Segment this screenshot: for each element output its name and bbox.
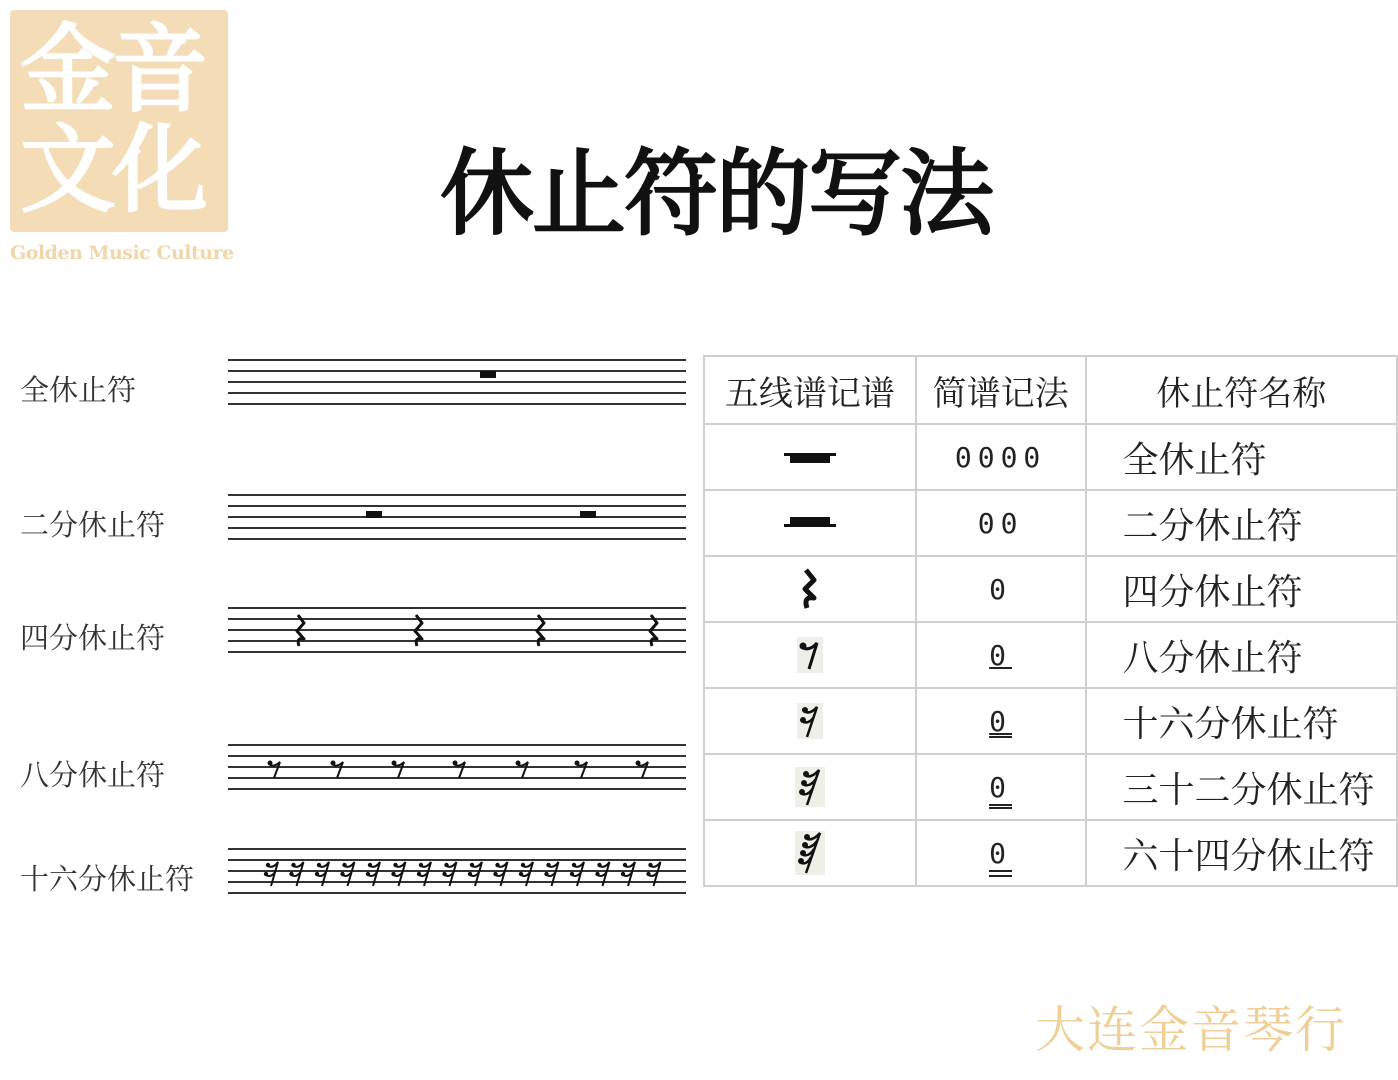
sixteenth-rest-dot (597, 863, 601, 867)
sixteenth-rest-dot (646, 872, 650, 876)
rest-name-cell: 二分休止符 (1086, 490, 1398, 556)
sixteenth-rest-dot (648, 863, 652, 867)
jianpu-cell: 0 (916, 556, 1086, 622)
sixteenth-rest-dot (291, 863, 295, 867)
jianpu-value: 0 (989, 771, 1012, 809)
eighth-rest-icon (795, 635, 825, 675)
sixteenth-rest-dot (519, 872, 523, 876)
quarter-rest-icon (795, 567, 825, 611)
sixteenth-rest-dot (266, 863, 270, 867)
jianpu-value: 0 (989, 837, 1012, 877)
sixteenth-rest-dot (315, 872, 319, 876)
sixteenth-rest-dot (470, 863, 474, 867)
rest-name-cell: 三十二分休止符 (1086, 754, 1398, 820)
sixteenth-rest-dot (572, 863, 576, 867)
sixteenth-rest-dot (623, 863, 627, 867)
staff-whole-rest (228, 355, 686, 411)
table-row (704, 688, 1397, 754)
half-rest-icon (580, 511, 596, 518)
staff-label-sixteenth: 十六分休止符 (20, 862, 195, 896)
table-row (704, 556, 1397, 622)
logo-text-line2: 文化 (20, 114, 204, 226)
sixteenth-rest-dot (468, 872, 472, 876)
footer-brand: 大连金音琴行 (1035, 1001, 1347, 1059)
jianpu-value: 0 (989, 638, 1013, 672)
table-row (704, 754, 1397, 820)
thirty-second-rest-icon (793, 765, 827, 809)
column-header-name: 休止符名称 (1086, 356, 1398, 424)
jianpu-value: 0 (989, 704, 1013, 738)
half-rest-icon (780, 508, 840, 538)
sixteenth-rest-icon (795, 701, 825, 741)
whole-rest-icon (480, 371, 496, 378)
jianpu-cell (916, 820, 1086, 886)
rest-name-cell: 全休止符 (1086, 424, 1398, 490)
staff-label-quarter: 四分休止符 (20, 621, 166, 655)
jianpu-cell (916, 754, 1086, 820)
rest-notation-table (703, 355, 1398, 887)
column-header-staff: 五线谱记谱 (704, 356, 916, 424)
staff-eighth-rest (228, 740, 686, 796)
sixty-fourth-rest-icon (793, 829, 827, 877)
jianpu-cell (916, 688, 1086, 754)
logo-subtitle: Golden Music Culture (10, 242, 234, 264)
sixteenth-rest-dot (419, 863, 423, 867)
table-header-row (704, 356, 1397, 424)
rest-name-cell: 十六分休止符 (1086, 688, 1398, 754)
logo-text-line1: 金音 (20, 14, 204, 126)
rest-name-cell: 八分休止符 (1086, 622, 1398, 688)
sixteenth-rest-dot (317, 863, 321, 867)
sixteenth-rest-dot (342, 863, 346, 867)
rest-name-cell: 四分休止符 (1086, 556, 1398, 622)
sixteenth-rest-dot (595, 872, 599, 876)
sixteenth-rest-dot (444, 863, 448, 867)
sixteenth-rest-dot (366, 872, 370, 876)
sixteenth-rest-dot (442, 872, 446, 876)
staff-label-half: 二分休止符 (20, 508, 166, 542)
staff-label-whole: 全休止符 (20, 373, 137, 407)
staff-quarter-rest (228, 603, 686, 659)
table-row (704, 424, 1397, 490)
table-row (704, 490, 1397, 556)
sixteenth-rest-dot (546, 863, 550, 867)
rest-name-cell: 六十四分休止符 (1086, 820, 1398, 886)
sixteenth-rest-dot (264, 872, 268, 876)
staff-half-rest (228, 490, 686, 546)
sixteenth-rest-dot (493, 872, 497, 876)
table-row (704, 622, 1397, 688)
jianpu-cell (916, 622, 1086, 688)
table-row (704, 820, 1397, 886)
jianpu-cell: 00 (916, 490, 1086, 556)
sixteenth-rest-dot (368, 863, 372, 867)
sixteenth-rest-dot (495, 863, 499, 867)
sixteenth-rest-dot (289, 872, 293, 876)
brand-logo (10, 10, 234, 264)
sixteenth-rest-dot (544, 872, 548, 876)
whole-rest-icon (780, 442, 840, 472)
half-rest-icon (366, 511, 382, 518)
sixteenth-rest-dot (570, 872, 574, 876)
column-header-jianpu: 简谱记法 (916, 356, 1086, 424)
sixteenth-rest-dot (417, 872, 421, 876)
jianpu-cell: 0000 (916, 424, 1086, 490)
sixteenth-rest-dot (521, 863, 525, 867)
page-title: 休止符的写法 (440, 140, 993, 249)
sixteenth-rest-dot (391, 872, 395, 876)
staff-sixteenth-rest (228, 844, 686, 900)
staff-label-eighth: 八分休止符 (20, 758, 166, 792)
sixteenth-rest-dot (393, 863, 397, 867)
sixteenth-rest-dot (621, 872, 625, 876)
sixteenth-rest-dot (340, 872, 344, 876)
